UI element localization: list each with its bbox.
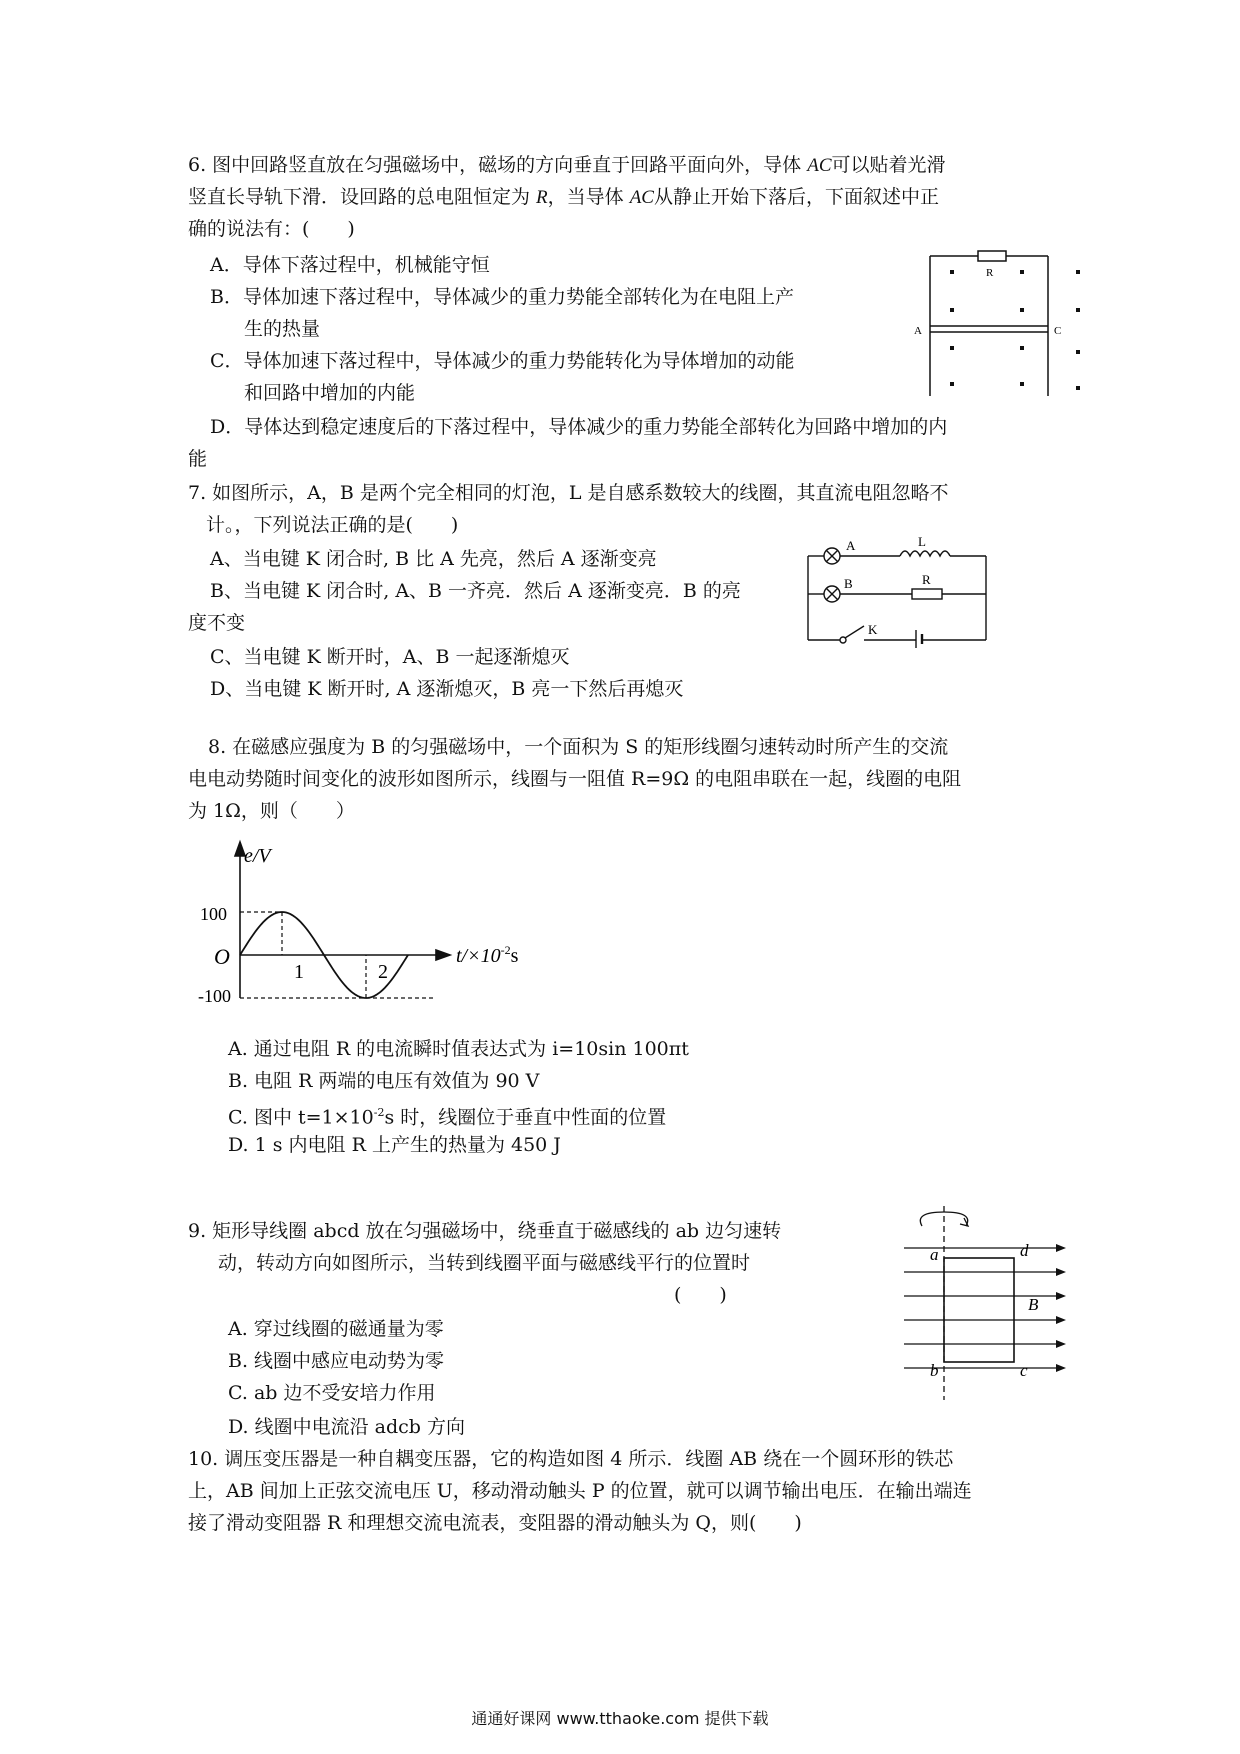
label-l: L <box>918 534 926 549</box>
q7-stem-line-2: 计。，下列说法正确的是( ) <box>206 514 459 536</box>
q8-option-d: D. 1 s 内电阻 R 上产生的热量为 450 J <box>228 1134 561 1156</box>
label-field-b: B <box>1028 1295 1039 1314</box>
q8-option-c: C. 图中 $t=1\times 10^{-2}s$ 时，线圈位于垂直中性面的位置 <box>228 1106 667 1129</box>
q7-option-c: C、当电键 K 断开时，A、B 一起逐渐熄灭 <box>210 646 570 668</box>
switch-k <box>845 626 864 638</box>
q8-stem-line-2: 电电动势随时间变化的波形如图所示，线圈与一阻值 R=9Ω 的电阻串联在一起，线圈的电阻 <box>188 768 962 790</box>
q6-stem-line-1: 6. 图中回路竖直放在匀强磁场中，磁场的方向垂直于回路平面向外，导体 AC可以贴着光滑 <box>188 154 946 176</box>
q6-stem-line-2: 竖直长导轨下滑．设回路的总电阻恒定为 R，当导体 AC从静止开始下落后，下面叙述中正 <box>188 186 939 208</box>
q9-option-d: D. 线圈中电流沿 adcb 方向 <box>228 1416 466 1438</box>
q7-option-a: A、当电键 K 闭合时, B 比 A 先亮，然后 A 逐渐变亮 <box>210 548 657 570</box>
label-k: K <box>868 622 878 637</box>
q10-stem-line-1: 10. 调压变压器是一种自耦变压器，它的构造如图 4 所示．线圈 AB 绕在一个圆环形的铁芯 <box>188 1448 954 1470</box>
resistor-r <box>978 251 1006 261</box>
q6-circuit-figure <box>912 246 1092 398</box>
q7-option-d: D、当电键 K 断开时, A 逐渐熄灭，B 亮一下然后再熄灭 <box>210 678 684 700</box>
y-tick-neg100: -100 <box>198 986 231 1006</box>
label-r: R <box>922 572 931 587</box>
q10-stem-line-2: 上，AB 间加上正弦交流电压 U，移动滑动触头 P 的位置，就可以调节输出电压．在输出端连 <box>188 1480 972 1502</box>
q9-stem-line-3: ( ) <box>674 1284 727 1306</box>
q6-option-b-line-1: B．导体加速下落过程中，导体减少的重力势能全部转化为在电阻上产 <box>210 286 794 308</box>
q6-option-b-line-2: 生的热量 <box>244 318 321 340</box>
q9-option-c: C. ab 边不受安培力作用 <box>228 1382 436 1404</box>
q6-stem-line-3: 确的说法有：( ) <box>188 218 355 240</box>
q6-option-d-line-1: D．导体达到稳定速度后的下落过程中，导体减少的重力势能全部转化为回路中增加的内 <box>210 416 948 438</box>
page-footer: 通通好课网 www.tthaoke.com 提供下载 <box>471 1709 769 1728</box>
q8-option-b: B. 电阻 R 两端的电压有效值为 90 V <box>228 1070 540 1092</box>
label-d: d <box>1020 1241 1029 1260</box>
q7-stem-line-1: 7. 如图所示，A，B 是两个完全相同的灯泡，L 是自感系数较大的线圈，其直流电阻忽略不 <box>188 482 949 504</box>
x-tick-1: 1 <box>294 961 304 983</box>
q6-option-c-line-1: C．导体加速下落过程中，导体减少的重力势能转化为导体增加的动能 <box>210 350 795 372</box>
label-a: A <box>846 538 856 553</box>
y-tick-100: 100 <box>200 904 227 924</box>
label-b: B <box>844 576 853 591</box>
inductor-l <box>900 551 950 556</box>
x-axis-label: $t/\times 10^{-2}s$ <box>456 943 519 967</box>
q10-stem-line-3: 接了滑动变阻器 R 和理想交流电流表，变阻器的滑动触头为 Q，则( ) <box>188 1512 802 1534</box>
label-a: A <box>914 325 922 337</box>
q6-option-a: A．导体下落过程中，机械能守恒 <box>210 254 490 276</box>
q9-option-b: B. 线圈中感应电动势为零 <box>228 1350 445 1372</box>
coil-abcd <box>944 1258 1014 1362</box>
q8-stem-line-1: 8. 在磁感应强度为 B 的匀强磁场中，一个面积为 S 的矩形线圈匀速转动时所产生的交流 <box>208 736 949 758</box>
label-r: R <box>986 267 994 279</box>
q6-option-c-line-2: 和回路中增加的内能 <box>244 382 416 404</box>
q8-stem-line-3: 为 1Ω，则（ ） <box>188 800 355 822</box>
q8-emf-graph <box>196 838 576 1018</box>
label-c: c <box>1020 1361 1028 1380</box>
label-a: a <box>930 1245 939 1264</box>
q7-option-b-line-1: B、当电键 K 闭合时, A、B 一齐亮．然后 A 逐渐变亮．B 的亮 <box>210 580 741 602</box>
resistor-r <box>912 589 942 599</box>
q9-coil-figure <box>900 1204 1080 1400</box>
label-b: b <box>930 1361 939 1380</box>
label-c: C <box>1054 325 1062 337</box>
q8-option-a: A. 通过电阻 R 的电流瞬时值表达式为 i=10sin 100πt <box>228 1038 689 1060</box>
q9-option-a: A. 穿过线圈的磁通量为零 <box>228 1318 444 1340</box>
q7-circuit-figure <box>800 534 1000 648</box>
y-axis-label: e/V <box>244 845 271 867</box>
q9-stem-line-2: 动，转动方向如图所示，当转到线圈平面与磁感线平行的位置时 <box>218 1252 751 1274</box>
q7-option-b-line-2: 度不变 <box>188 612 246 634</box>
x-tick-2: 2 <box>378 961 388 983</box>
origin-label: O <box>214 944 230 969</box>
q6-option-d-line-2: 能 <box>188 448 208 470</box>
x-axis-arrow <box>436 950 450 960</box>
q9-stem-line-1: 9. 矩形导线圈 abcd 放在匀强磁场中，绕垂直于磁感线的 ab 边匀速转 <box>188 1220 782 1242</box>
